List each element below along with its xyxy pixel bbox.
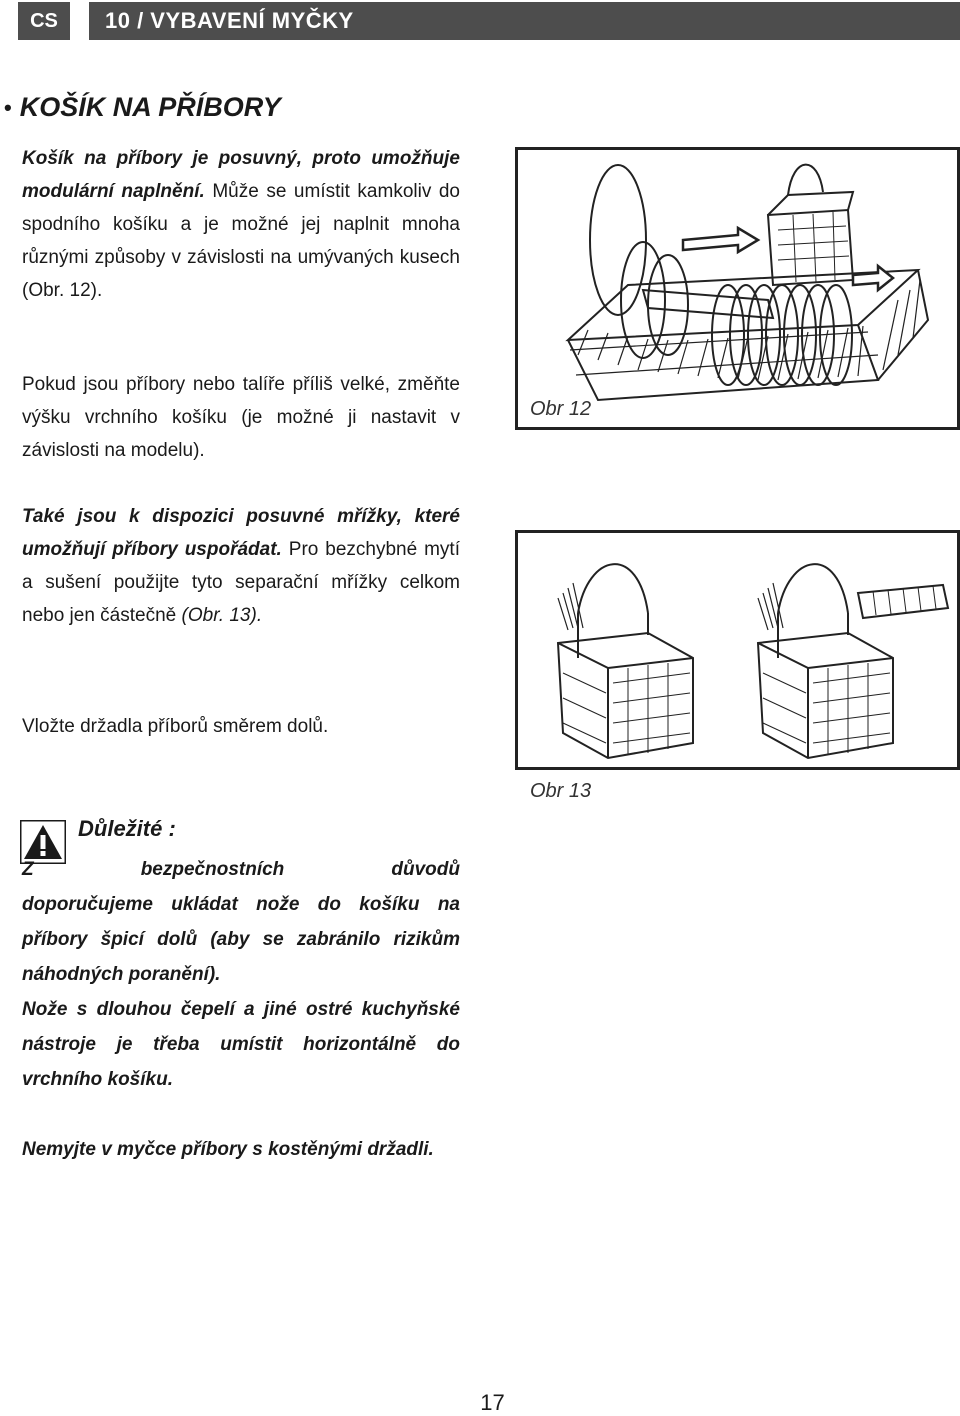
paragraph-block-1 (22, 142, 460, 307)
section-title-text: KOŠÍK NA PŘÍBORY (19, 92, 281, 122)
intro-bold-1: Košík na příbory je posuvný, proto umožňuje modulární naplnění. (22, 148, 460, 202)
warning-paragraph-3: Nemyjte v myčce příbory s kostěnými držadli. (22, 1139, 434, 1160)
paragraph-block-2 (22, 500, 460, 632)
paragraph-1-text: Může se umístit kamkoliv do spodního košíku a je možné jej naplnit mnoha různými způsoby v závislosti na umývaných kusech (Obr. 12). (22, 181, 461, 301)
dishwasher-basket-illustration (518, 150, 957, 427)
figure-12-caption: Obr 12 (530, 398, 592, 420)
intro-bold-2: Také jsou k dispozici posuvné mřížky, které umožňují příbory uspořádat. (22, 506, 460, 560)
section-title (4, 92, 281, 123)
chapter-header (89, 2, 960, 40)
warning-paragraph-1: doporučujeme ukládat nože do košíku na příbory špicí dolů (aby se zabránilo rizikům náhodných poranění). (22, 894, 460, 985)
warning-text (22, 852, 460, 1167)
chapter-title: 10 / VYBAVENÍ MYČKY (105, 8, 354, 33)
cutlery-basket-illustration (518, 533, 957, 767)
warning-word: Z (22, 859, 34, 880)
figure-13-caption: Obr 13 (530, 780, 592, 802)
bullet-icon: • (4, 94, 12, 120)
paragraph-3-text: Pro bezchybné mytí a sušení použijte tyto separační mřížky celkom nebo jen částečně (22, 539, 460, 626)
figure-13-reference: (Obr. 13). (181, 605, 263, 626)
warning-word: bezpečnostních (140, 859, 285, 880)
warning-word: důvodů (391, 859, 460, 880)
warning-paragraph-2: Nože s dlouhou čepelí a jiné ostré kuchyňské nástroje je třeba umístit horizontálně do vrchního košíku. (22, 999, 460, 1090)
paragraph-2-text: Pokud jsou příbory nebo talíře příliš velké, změňte výšku vrchního košíku (je možné ji nastavit v závislosti na modelu). (22, 374, 460, 461)
important-title: Důležité : (78, 816, 176, 841)
paragraph-block-1b (22, 368, 460, 467)
paragraph-4-text: Vložte držadla příborů směrem dolů. (22, 716, 329, 737)
paragraph-block-2b (22, 710, 460, 743)
page-number: 17 (480, 1390, 505, 1415)
language-badge: CS (18, 2, 70, 40)
figure-12 (515, 147, 960, 430)
warning-first-line (22, 852, 460, 887)
figure-13 (515, 530, 960, 770)
